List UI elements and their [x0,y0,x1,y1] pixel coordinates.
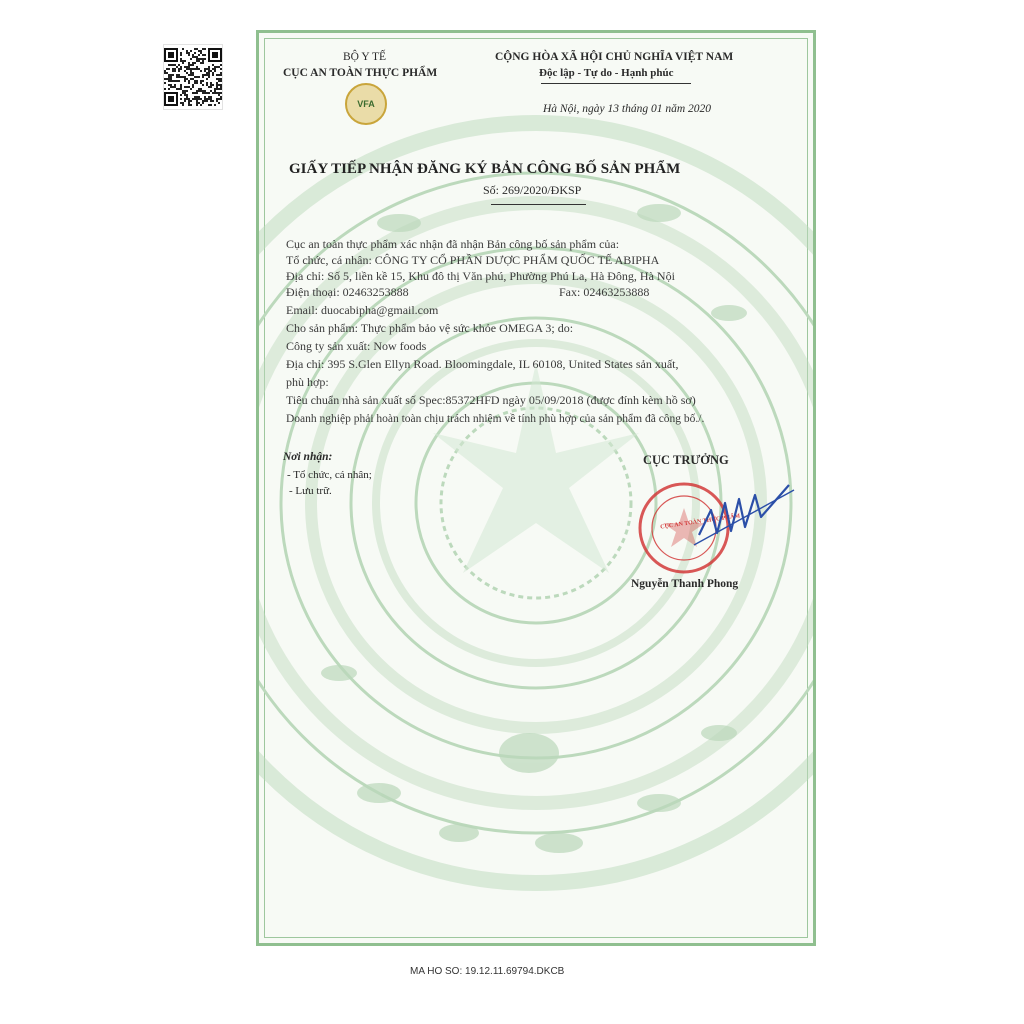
body-line: Cho sản phẩm: Thực phẩm bảo vệ sức khỏe OMEGA 3; do: [286,321,574,335]
qr-code-icon [163,44,223,110]
document-number: Số: 269/2020/ĐKSP [483,183,582,197]
fax-line: Fax: 02463253888 [559,285,650,299]
recipient-item: - Lưu trữ. [289,485,332,497]
certificate-document [256,30,816,946]
recipient-item: - Tổ chức, cá nhân; [287,469,372,481]
body-line: Địa chỉ: 395 S.Glen Ellyn Road. Bloomingdale, IL 60108, United States sản xuất, [286,357,679,371]
national-motto: Độc lập - Tự do - Hạnh phúc [539,67,674,79]
signature-scribble-icon [689,465,799,555]
signatory-name: Nguyễn Thanh Phong [631,578,739,590]
document-title: GIẤY TIẾP NHẬN ĐĂNG KÝ BẢN CÔNG BỐ SẢN PHẨM [289,161,681,177]
body-line: Cục an toàn thực phẩm xác nhận đã nhận Bản công bố sản phẩm của: [286,237,620,251]
body-line: Doanh nghiệp phải hoàn toàn chịu trách nhiệm về tính phù hợp của sản phẩm đã công bố./. [286,413,705,425]
recipients-heading: Nơi nhận: [283,451,333,463]
title-underline [491,204,586,205]
body-line: Tổ chức, cá nhân: CÔNG TY CỔ PHẦN DƯỢC PHẨM QUỐC TẾ ABIPHA [286,253,660,267]
record-code: MA HO SO: 19.12.11.69794.DKCB [410,966,565,977]
body-line: Địa chỉ: Số 5, liền kề 15, Khu đô thị Văn phú, Phường Phú La, Hà Đông, Hà Nội [286,269,675,283]
signature-title: CỤC TRƯỞNG [643,453,729,467]
phone-line: Điện thoại: 02463253888 [286,285,409,299]
body-line: phù hợp: [286,375,329,389]
email-line: Email: duocabipha@gmail.com [286,303,439,317]
place-date: Hà Nội, ngày 13 tháng 01 năm 2020 [543,103,712,115]
vfa-logo-icon: VFA [345,83,387,125]
stamp-text: CỤC AN TOÀN THỰC PHẨM [659,513,741,531]
body-line: Tiêu chuẩn nhà sản xuất số Spec:85372HFD ngày 05/09/2018 (được đính kèm hồ sơ) [286,393,696,407]
country-name: CỘNG HÒA XÃ HỘI CHỦ NGHĨA VIỆT NAM [495,51,734,63]
body-line: Công ty sản xuất: Now foods [286,339,427,353]
ministry-name: BỘ Y TẾ [343,51,387,63]
motto-underline [541,83,691,84]
department-name: CỤC AN TOÀN THỰC PHẨM [283,67,438,79]
